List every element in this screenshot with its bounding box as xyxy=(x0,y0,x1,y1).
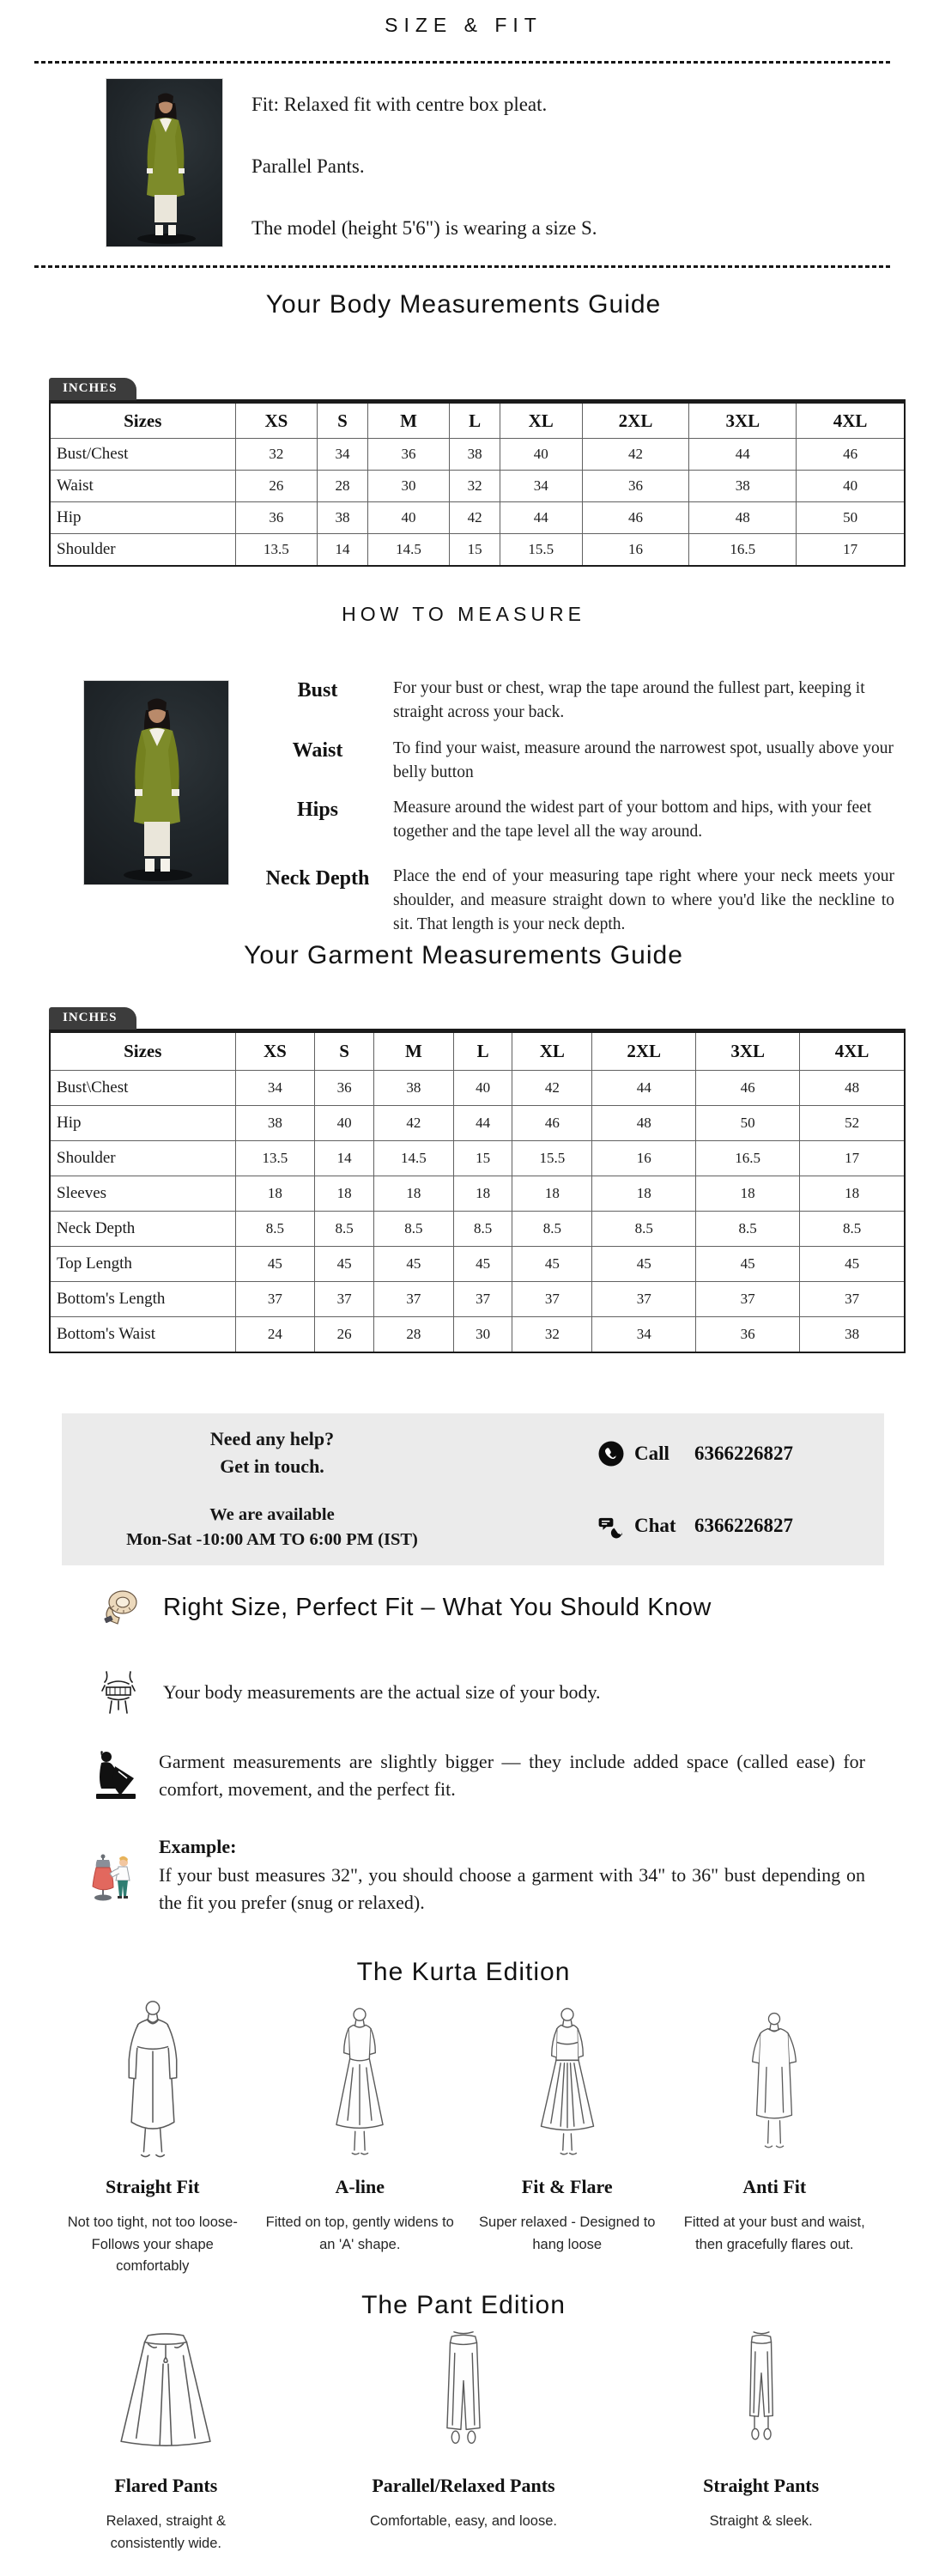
measurement-cell: 15 xyxy=(453,1141,512,1176)
measurement-cell: 16.5 xyxy=(696,1141,800,1176)
measurement-cell: 38 xyxy=(318,502,367,534)
measurement-cell: 40 xyxy=(500,439,582,471)
column-header: XS xyxy=(235,1031,315,1071)
measurement-cell: 18 xyxy=(512,1176,592,1212)
how-to-measure-title: HOW TO MEASURE xyxy=(342,603,585,625)
measurement-cell: 42 xyxy=(373,1106,453,1141)
column-header: Sizes xyxy=(50,402,235,439)
column-header: L xyxy=(453,1031,512,1071)
measurement-cell: 14.5 xyxy=(373,1141,453,1176)
kurta-card-a-line xyxy=(257,1999,464,2278)
help-text xyxy=(109,1413,435,1565)
help-heading xyxy=(109,1425,435,1480)
fit-line: Fit: Relaxed fit with centre box pleat. xyxy=(251,94,548,115)
column-header: S xyxy=(318,402,367,439)
fit-name: Anti Fit xyxy=(742,2176,807,2197)
pants-straight-sketch xyxy=(735,2330,788,2452)
measurement-cell: 46 xyxy=(512,1106,592,1141)
body-measurements-table xyxy=(49,399,906,567)
measure-description: For your bust or chest, wrap the tape around the fullest part, keeping it straight across your back. xyxy=(393,679,865,722)
help-availability-line1: We are available xyxy=(209,1504,335,1524)
measurement-cell: 45 xyxy=(235,1247,315,1282)
measurement-cell: 14 xyxy=(315,1141,374,1176)
kurta-fit-flare-sketch xyxy=(526,1999,609,2167)
measurement-cell: 34 xyxy=(235,1071,315,1106)
know-title: Right Size, Perfect Fit – What You Should Know xyxy=(163,1593,712,1621)
measurement-cell: 16.5 xyxy=(689,534,797,567)
measurement-cell: 15.5 xyxy=(512,1141,592,1176)
dashed-divider xyxy=(34,265,893,268)
measuring-tape-icon xyxy=(101,1589,139,1626)
measurement-cell: 8.5 xyxy=(373,1212,453,1247)
fit-name: A-line xyxy=(335,2176,385,2197)
garment-measurements-table xyxy=(49,1029,906,1353)
kurta-edition-title: The Kurta Edition xyxy=(356,1958,571,1986)
measurement-cell: 38 xyxy=(800,1317,905,1353)
fit-description: Super relaxed - Designed to hang loose xyxy=(479,2215,656,2252)
call-row[interactable] xyxy=(598,1437,793,1470)
fit-description: Not too tight, not too loose-Follows your shape comfortably xyxy=(67,2215,238,2275)
point-text: Your body measurements are the actual size of your body. xyxy=(163,1681,601,1704)
fit-summary-section xyxy=(106,79,597,277)
call-label: Call xyxy=(634,1443,670,1464)
table-row xyxy=(50,1106,905,1141)
row-label: Waist xyxy=(50,471,235,502)
measurement-cell: 38 xyxy=(235,1106,315,1141)
column-header: L xyxy=(450,402,500,439)
measurement-cell: 15.5 xyxy=(500,534,582,567)
measurement-cell: 8.5 xyxy=(512,1212,592,1247)
measurement-cell: 42 xyxy=(450,502,500,534)
fit-description: Comfortable, easy, and loose. xyxy=(370,2513,557,2529)
column-header: 2XL xyxy=(582,402,689,439)
row-label: Shoulder xyxy=(50,534,235,567)
fit-details xyxy=(251,79,597,277)
measurement-cell: 8.5 xyxy=(800,1212,905,1247)
table-row xyxy=(50,439,905,471)
kurta-card-fit-and-flare xyxy=(464,1999,671,2278)
column-header: XL xyxy=(512,1031,592,1071)
row-label: Bust/Chest xyxy=(50,439,235,471)
tailor-ease-icon xyxy=(94,1749,139,1802)
how-to-measure-section xyxy=(84,670,894,937)
table-row xyxy=(50,1071,905,1106)
pant-card-parallel xyxy=(315,2330,613,2555)
chat-row[interactable] xyxy=(598,1510,793,1542)
kurta-card-anti-fit xyxy=(671,1999,879,2278)
column-header: 4XL xyxy=(800,1031,905,1071)
measurement-cell: 45 xyxy=(512,1247,592,1282)
help-contacts xyxy=(598,1437,793,1542)
measurement-cell: 44 xyxy=(500,502,582,534)
measurement-cell: 8.5 xyxy=(235,1212,315,1247)
kurta-card-straight-fit xyxy=(49,1999,257,2278)
fit-description: Relaxed, straight & consistently wide. xyxy=(106,2513,227,2551)
fit-name: Fit & Flare xyxy=(521,2176,613,2197)
measurement-cell: 48 xyxy=(800,1071,905,1106)
measure-instructions xyxy=(258,670,894,937)
measurement-cell: 16 xyxy=(592,1141,696,1176)
pant-card-straight xyxy=(612,2330,910,2555)
row-label: Neck Depth xyxy=(50,1212,235,1247)
table-header-row xyxy=(50,1031,905,1071)
measurement-cell: 40 xyxy=(367,502,450,534)
table-header-row xyxy=(50,402,905,439)
inches-tab: INCHES xyxy=(49,1007,136,1030)
measurement-cell: 45 xyxy=(373,1247,453,1282)
pant-edition-grid xyxy=(17,2330,910,2555)
measure-term: Waist xyxy=(292,738,343,762)
measurement-cell: 48 xyxy=(689,502,797,534)
measurement-cell: 37 xyxy=(315,1282,374,1317)
fit-name: Straight Pants xyxy=(703,2475,820,2496)
garment-guide-table-block xyxy=(49,1007,906,1353)
measurement-cell: 28 xyxy=(318,471,367,502)
measurement-cell: 13.5 xyxy=(235,534,318,567)
point-text: Garment measurements are slightly bigger — they include added space (called ease) for comfort, movement, and the perfect fit. xyxy=(159,1751,865,1800)
kurta-straight-fit-sketch xyxy=(107,1999,198,2167)
pant-edition-title: The Pant Edition xyxy=(361,2291,566,2319)
measurement-cell: 36 xyxy=(582,471,689,502)
measurement-cell: 38 xyxy=(373,1071,453,1106)
dashed-divider xyxy=(34,61,893,64)
measurement-cell: 36 xyxy=(696,1317,800,1353)
measurement-cell: 14.5 xyxy=(367,534,450,567)
measurement-cell: 34 xyxy=(318,439,367,471)
column-header: S xyxy=(315,1031,374,1071)
fit-name: Flared Pants xyxy=(114,2475,218,2496)
measurement-cell: 42 xyxy=(582,439,689,471)
fit-name: Parallel/Relaxed Pants xyxy=(372,2475,555,2496)
measurement-cell: 40 xyxy=(315,1106,374,1141)
measurement-cell: 26 xyxy=(315,1317,374,1353)
kurta-anti-fit-sketch xyxy=(736,1999,813,2167)
measurement-cell: 46 xyxy=(797,439,905,471)
row-label: Sleeves xyxy=(50,1176,235,1212)
column-header: 3XL xyxy=(696,1031,800,1071)
measurement-cell: 18 xyxy=(696,1176,800,1212)
measurement-cell: 14 xyxy=(318,534,367,567)
measurement-cell: 48 xyxy=(592,1106,696,1141)
help-availability xyxy=(109,1503,435,1553)
kurta-a-line-sketch xyxy=(318,1999,401,2167)
pants-parallel-sketch xyxy=(427,2330,500,2452)
measurement-cell: 28 xyxy=(373,1317,453,1353)
know-point-body xyxy=(100,1668,601,1716)
measurement-cell: 40 xyxy=(797,471,905,502)
row-label: Bottom's Length xyxy=(50,1282,235,1317)
table-row xyxy=(50,1282,905,1317)
row-label: Hip xyxy=(50,1106,235,1141)
column-header: XS xyxy=(235,402,318,439)
inches-tab: INCHES xyxy=(49,378,136,400)
measurement-cell: 18 xyxy=(373,1176,453,1212)
example-block xyxy=(159,1836,865,1917)
measurement-cell: 16 xyxy=(582,534,689,567)
row-label: Shoulder xyxy=(50,1141,235,1176)
fit-line: The model (height 5'6") is wearing a size S. xyxy=(251,216,597,239)
measure-term: Neck Depth xyxy=(265,866,370,890)
measurement-cell: 38 xyxy=(450,439,500,471)
measurement-cell: 17 xyxy=(800,1141,905,1176)
measurement-cell: 45 xyxy=(315,1247,374,1282)
know-example xyxy=(89,1836,865,1917)
measure-row-waist xyxy=(258,737,894,786)
chat-number[interactable]: 6366226827 xyxy=(694,1515,793,1536)
measurement-cell: 18 xyxy=(800,1176,905,1212)
measurement-cell: 37 xyxy=(235,1282,315,1317)
call-number[interactable]: 6366226827 xyxy=(694,1443,793,1464)
measure-row-neck-depth xyxy=(258,865,894,938)
measurement-cell: 44 xyxy=(592,1071,696,1106)
measurement-cell: 45 xyxy=(592,1247,696,1282)
measurement-cell: 37 xyxy=(800,1282,905,1317)
table-row xyxy=(50,1247,905,1282)
help-heading-line2: Get in touch. xyxy=(220,1455,324,1477)
measurement-cell: 15 xyxy=(450,534,500,567)
page-title: SIZE & FIT xyxy=(385,14,542,36)
phone-circle-icon xyxy=(598,1441,624,1467)
row-label: Bust\Chest xyxy=(50,1071,235,1106)
fit-description: Fitted at your bust and waist, then gracefully flares out. xyxy=(683,2215,865,2252)
measurement-cell: 13.5 xyxy=(235,1141,315,1176)
body-measure-icon xyxy=(100,1668,137,1716)
measurement-cell: 46 xyxy=(696,1071,800,1106)
measurement-cell: 32 xyxy=(450,471,500,502)
table-row xyxy=(50,1212,905,1247)
example-text: If your bust measures 32", you should choose a garment with 34" to 36" bust depending on the fit you prefer (snug or relaxed). xyxy=(159,1864,865,1913)
measurement-cell: 44 xyxy=(689,439,797,471)
measurement-cell: 8.5 xyxy=(453,1212,512,1247)
measurement-cell: 37 xyxy=(696,1282,800,1317)
fit-description: Straight & sleek. xyxy=(709,2513,813,2529)
measurement-cell: 46 xyxy=(582,502,689,534)
measure-row-bust xyxy=(258,677,894,726)
measurement-cell: 42 xyxy=(512,1071,592,1106)
measure-photo xyxy=(84,681,228,884)
column-header: 3XL xyxy=(689,402,797,439)
measurement-cell: 18 xyxy=(235,1176,315,1212)
column-header: M xyxy=(367,402,450,439)
measurement-cell: 50 xyxy=(696,1106,800,1141)
help-box xyxy=(62,1413,884,1565)
fit-name: Straight Fit xyxy=(106,2176,200,2197)
measure-description: Place the end of your measuring tape right where your neck meets your shoulder, and measure straight down to where you'd like the neckline to sit. That length is your neck depth. xyxy=(393,866,894,934)
measurement-cell: 32 xyxy=(235,439,318,471)
measurement-cell: 37 xyxy=(453,1282,512,1317)
measurement-cell: 37 xyxy=(512,1282,592,1317)
measurement-cell: 38 xyxy=(689,471,797,502)
table-row xyxy=(50,1176,905,1212)
table-row xyxy=(50,1141,905,1176)
measurement-cell: 34 xyxy=(592,1317,696,1353)
measurement-cell: 18 xyxy=(315,1176,374,1212)
fit-line: Parallel Pants. xyxy=(251,155,365,177)
model-photo-illustration xyxy=(84,681,228,884)
measure-description: To find your waist, measure around the narrowest spot, usually above your belly button xyxy=(393,738,894,781)
measurement-cell: 34 xyxy=(500,471,582,502)
product-photo xyxy=(106,79,222,246)
row-label: Bottom's Waist xyxy=(50,1317,235,1353)
measurement-cell: 45 xyxy=(453,1247,512,1282)
garment-guide-title: Your Garment Measurements Guide xyxy=(244,941,683,969)
row-label: Top Length xyxy=(50,1247,235,1282)
measure-term: Bust xyxy=(297,679,338,702)
measurement-cell: 37 xyxy=(592,1282,696,1317)
measurement-cell: 40 xyxy=(453,1071,512,1106)
measurement-cell: 26 xyxy=(235,471,318,502)
chat-label: Chat xyxy=(634,1515,676,1536)
measurement-cell: 18 xyxy=(453,1176,512,1212)
column-header: 4XL xyxy=(797,402,905,439)
body-guide-title: Your Body Measurements Guide xyxy=(265,290,662,319)
help-availability-line2: Mon-Sat -10:00 AM TO 6:00 PM (IST) xyxy=(126,1530,418,1550)
column-header: XL xyxy=(500,402,582,439)
measurement-cell: 17 xyxy=(797,534,905,567)
measure-description: Measure around the widest part of your bottom and hips, with your feet together and the tape level all the way around. xyxy=(393,799,872,841)
measurement-cell: 36 xyxy=(367,439,450,471)
measurement-cell: 30 xyxy=(367,471,450,502)
example-label: Example: xyxy=(159,1836,237,1857)
table-row xyxy=(50,534,905,567)
table-row xyxy=(50,502,905,534)
measurement-cell: 37 xyxy=(373,1282,453,1317)
measurement-cell: 30 xyxy=(453,1317,512,1353)
pants-flared-sketch xyxy=(111,2330,221,2452)
table-row xyxy=(50,471,905,502)
measurement-cell: 52 xyxy=(800,1106,905,1141)
measurement-cell: 32 xyxy=(512,1317,592,1353)
measure-row-hips xyxy=(258,796,894,845)
measurement-cell: 8.5 xyxy=(315,1212,374,1247)
help-heading-line1: Need any help? xyxy=(209,1427,335,1449)
dress-form-icon xyxy=(89,1851,139,1903)
measurement-cell: 18 xyxy=(592,1176,696,1212)
model-photo-illustration xyxy=(106,79,222,246)
measurement-cell: 45 xyxy=(800,1247,905,1282)
chat-bubbles-icon xyxy=(598,1513,624,1539)
column-header: Sizes xyxy=(50,1031,235,1071)
column-header: 2XL xyxy=(592,1031,696,1071)
know-point-garment xyxy=(94,1748,865,1803)
measurement-cell: 44 xyxy=(453,1106,512,1141)
know-section-header xyxy=(101,1589,712,1626)
measurement-cell: 36 xyxy=(235,502,318,534)
measurement-cell: 45 xyxy=(696,1247,800,1282)
measurement-cell: 8.5 xyxy=(696,1212,800,1247)
measure-term: Hips xyxy=(296,799,339,822)
measurement-cell: 24 xyxy=(235,1317,315,1353)
body-guide-table-block xyxy=(49,378,906,567)
pant-card-flared xyxy=(17,2330,315,2555)
measurement-cell: 36 xyxy=(315,1071,374,1106)
fit-description: Fitted on top, gently widens to an 'A' shape. xyxy=(265,2215,454,2252)
table-row xyxy=(50,1317,905,1353)
measurement-cell: 8.5 xyxy=(592,1212,696,1247)
kurta-edition-grid xyxy=(49,1999,878,2278)
column-header: M xyxy=(373,1031,453,1071)
measurement-cell: 50 xyxy=(797,502,905,534)
row-label: Hip xyxy=(50,502,235,534)
